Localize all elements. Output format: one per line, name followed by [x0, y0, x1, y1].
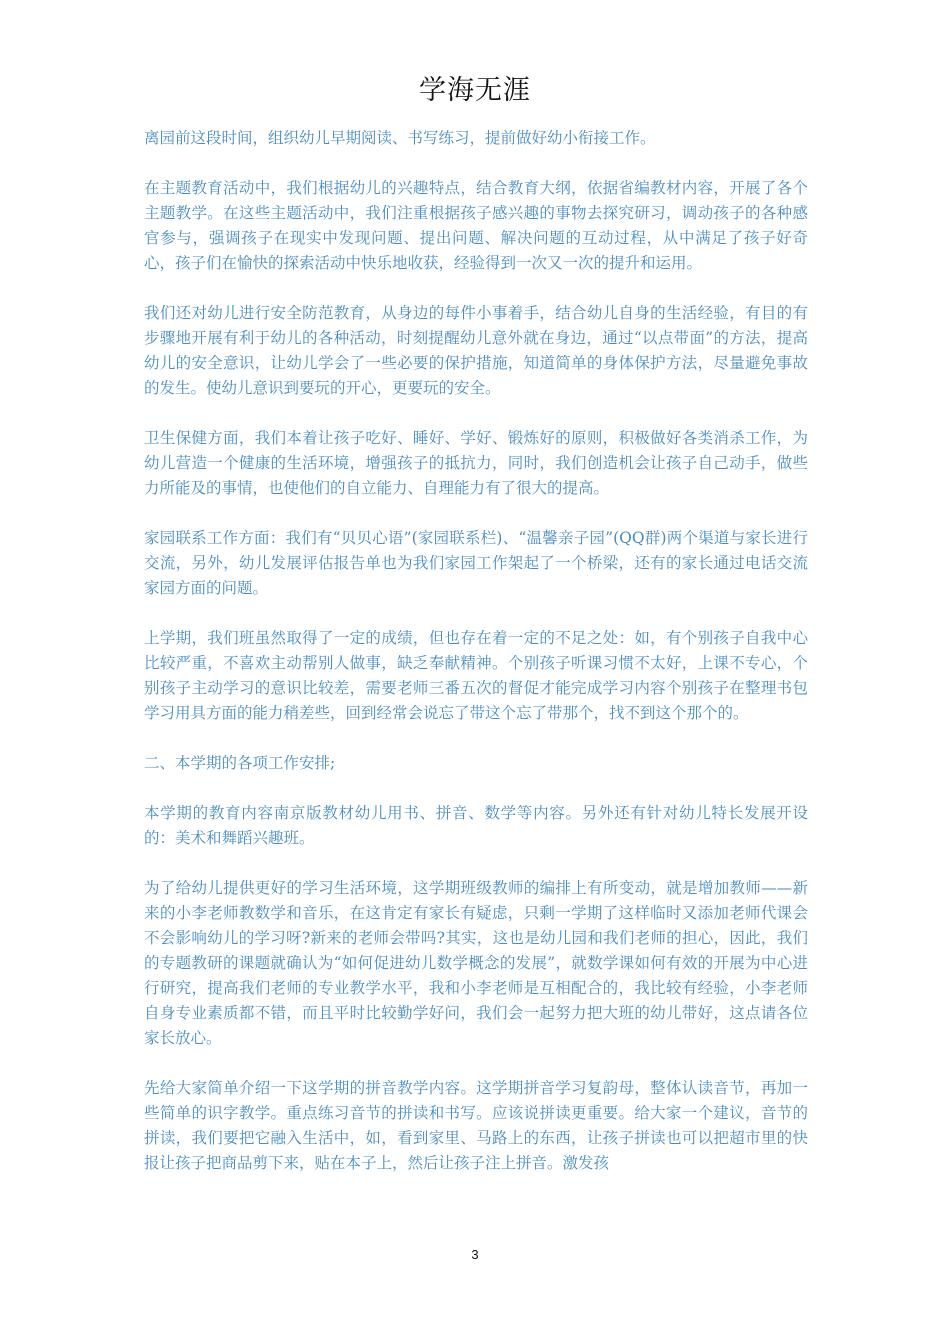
section-heading-work-plan: 二、本学期的各项工作安排;: [144, 754, 336, 772]
paragraph-curriculum: 本学期的教育内容南京版教材幼儿用书、拼音、数学等内容。另外还有针对幼儿特长发展开设的：美术和舞蹈兴趣班。: [144, 804, 808, 847]
document-body: [144, 126, 808, 1201]
paragraph-pinyin-teaching: 先给大家简单介绍一下这学期的拼音教学内容。这学期拼音学习复韵母，整体认读音节，再加一些简单的识字教学。重点练习音节的拼读和书写。应该说拼读更重要。给大家一个建议，音节的拼读，我们要把它融入生活中，如，看到家里、马路上的东西，让孩子拼读也可以把超市里的快报让孩子把商品剪下来，贴在本子上，然后让孩子注上拼音。激发孩: [144, 1079, 808, 1172]
paragraph-shortcomings: 上学期，我们班虽然取得了一定的成绩，但也存在着一定的不足之处：如，有个别孩子自我中心比较严重，不喜欢主动帮别人做事，缺乏奉献精神。个别孩子听课习惯不太好，上课不专心，个别孩子主动学习的意识比较差，需要老师三番五次的督促才能完成学习内容个别孩子在整理书包学习用具方面的能力稍差些，回到经常会说忘了带这个忘了带那个，找不到这个那个的。: [144, 629, 808, 722]
paragraph-teacher-arrangement: 为了给幼儿提供更好的学习生活环境，这学期班级教师的编排上有所变动，就是增加教师——新来的小李老师教数学和音乐，在这肯定有家长有疑虑，只剩一学期了这样临时又添加老师代课会不会影响幼儿的学习呀?新来的老师会带吗?其实，这也是幼儿园和我们老师的担心，因此，我们的专题教研的课题就确认为“如何促进幼儿数学概念的发展”，就数学课如何有效的开展为中心进行研究，提高我们老师的专业教学水平，我和小李老师是互相配合的，我比较有经验，小李老师自身专业素质都不错，而且平时比较勤学好问，我们会一起努力把大班的幼儿带好，这点请各位家长放心。: [144, 879, 808, 1047]
paragraph-home-contact: 家园联系工作方面：我们有“贝贝心语”(家园联系栏)、“温馨亲子园”(QQ群)两个渠道与家长进行交流，另外，幼儿发展评估报告单也为我们家园工作架起了一个桥梁，还有的家长通过电话交流家园方面的问题。: [144, 529, 808, 597]
paragraph-safety-education: 我们还对幼儿进行安全防范教育，从身边的每件小事着手，结合幼儿自身的生活经验，有目的有步骤地开展有利于幼儿的各种活动，时刻提醒幼儿意外就在身边，通过“以点带面”的方法，提高幼儿的安全意识，让幼儿学会了一些必要的保护措施，知道简单的身体保护方法，尽量避免事故的发生。使幼儿意识到要玩的开心，更要玩的安全。: [144, 304, 808, 397]
page-title: 学海无涯: [419, 75, 531, 106]
page-number: 3: [471, 1247, 479, 1262]
paragraph-health-care: 卫生保健方面，我们本着让孩子吃好、睡好、学好、锻炼好的原则，积极做好各类消杀工作，为幼儿营造一个健康的生活环境，增强孩子的抵抗力，同时，我们创造机会让孩子自己动手，做些力所能及的事情，也使他们的自立能力、自理能力有了很大的提高。: [144, 429, 808, 497]
paragraph-theme-education: 在主题教育活动中，我们根据幼儿的兴趣特点，结合教育大纲，依据省编教材内容，开展了各个主题教学。在这些主题活动中，我们注重根据孩子感兴趣的事物去探究研习，调动孩子的各种感官参与，强调孩子在现实中发现问题、提出问题、解决问题的互动过程，从中满足了孩子好奇心，孩子们在愉快的探索活动中快乐地收获，经验得到一次又一次的提升和运用。: [144, 179, 808, 272]
paragraph-early-reading: 离园前这段时间，组织幼儿早期阅读、书写练习，提前做好幼小衔接工作。: [144, 129, 656, 147]
